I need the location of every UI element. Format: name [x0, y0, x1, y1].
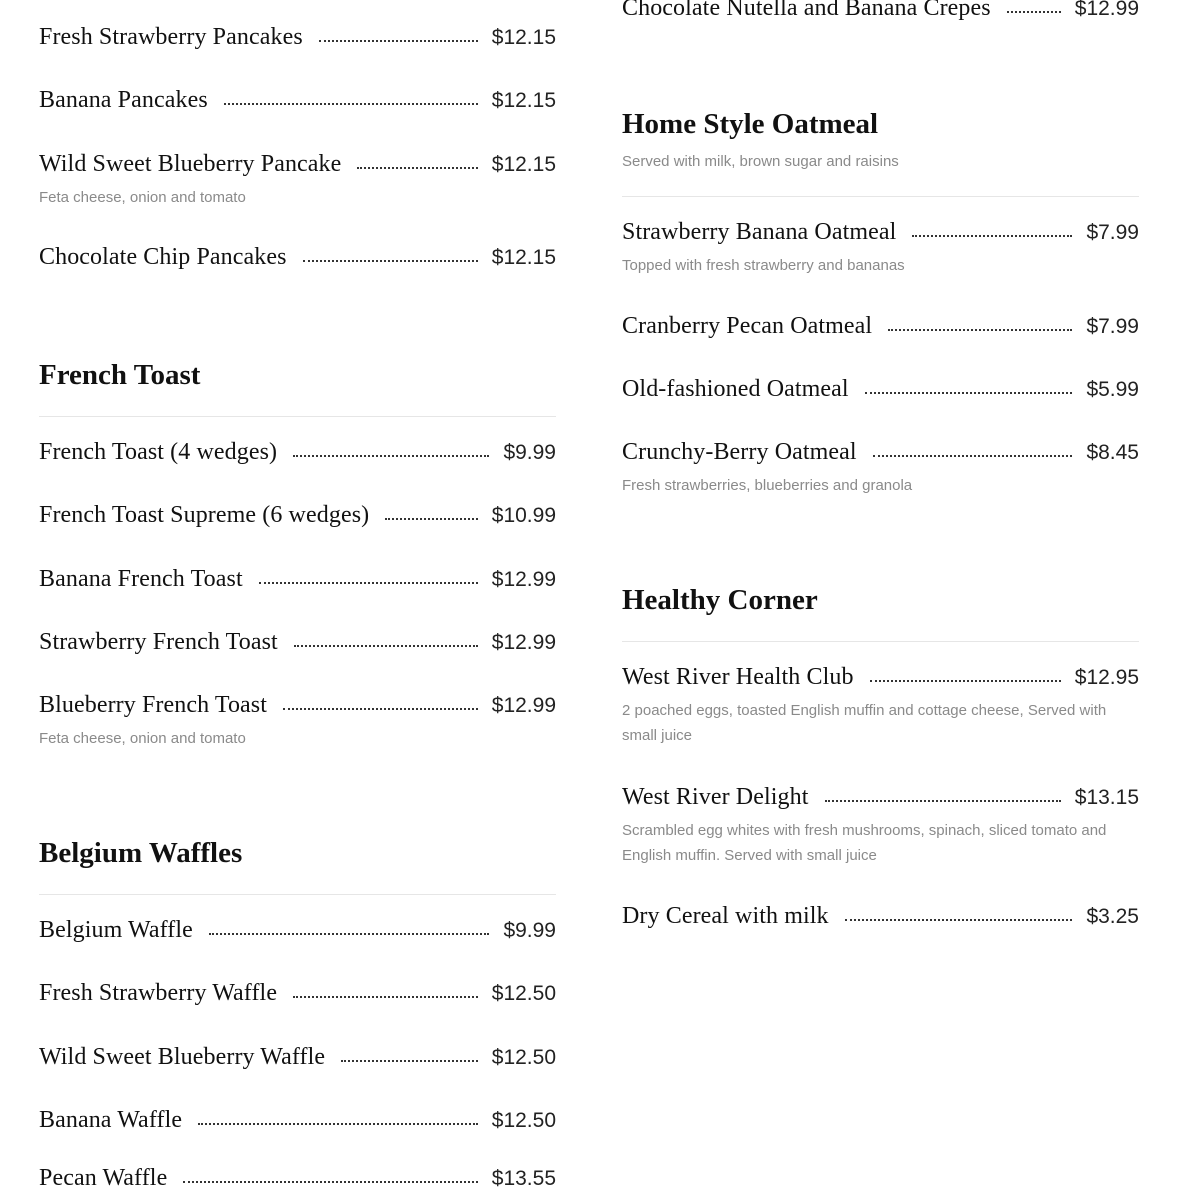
item-price: $7.99	[1086, 315, 1139, 338]
menu-item	[39, 912, 556, 948]
dot-leader	[873, 454, 1073, 457]
item-price: $13.15	[1074, 786, 1139, 809]
section-title-healthy-corner: Healthy Corner	[622, 584, 818, 616]
menu-item	[39, 624, 556, 660]
item-description: Feta cheese, onion and tomato	[39, 730, 246, 747]
dot-leader	[283, 707, 478, 710]
section-divider	[622, 196, 1139, 197]
item-price: $12.50	[491, 1109, 556, 1132]
menu-item	[39, 434, 556, 470]
item-price: $8.45	[1086, 441, 1139, 464]
dot-leader	[1007, 10, 1061, 13]
item-name: Wild Sweet Blueberry Pancake	[39, 151, 342, 177]
item-name: Fresh Strawberry Pancakes	[39, 24, 303, 50]
section-divider	[39, 894, 556, 895]
menu-item	[39, 82, 556, 118]
item-price: $12.15	[491, 89, 556, 112]
menu-item	[39, 1102, 556, 1138]
menu-item	[39, 1039, 556, 1075]
dot-leader	[912, 234, 1072, 237]
item-name: French Toast (4 wedges)	[39, 439, 278, 465]
item-price: $12.50	[491, 1046, 556, 1069]
item-name: Chocolate Nutella and Banana Crepes	[622, 0, 991, 21]
item-name: Strawberry French Toast	[39, 629, 278, 655]
menu-item	[622, 308, 1139, 344]
dot-leader	[870, 679, 1061, 682]
menu-item	[39, 19, 556, 55]
item-price: $12.95	[1074, 666, 1139, 689]
menu-item	[622, 898, 1139, 934]
menu-item	[39, 561, 556, 597]
menu-item	[622, 214, 1139, 278]
item-price: $12.99	[491, 631, 556, 654]
item-price: $12.15	[491, 153, 556, 176]
section-title-french-toast: French Toast	[39, 359, 201, 391]
item-name: Strawberry Banana Oatmeal	[622, 219, 897, 245]
menu-item	[39, 239, 556, 275]
item-price: $9.99	[503, 919, 556, 942]
section-divider	[39, 416, 556, 417]
section-title-home-style-oatmeal: Home Style Oatmeal	[622, 108, 879, 140]
menu-item	[39, 146, 556, 210]
item-price: $12.99	[491, 568, 556, 591]
item-description: Fresh strawberries, blueberries and granola	[622, 477, 913, 494]
item-name: West River Delight	[622, 784, 809, 810]
item-name: West River Health Club	[622, 664, 854, 690]
item-name: Wild Sweet Blueberry Waffle	[39, 1044, 326, 1070]
item-name: Pecan Waffle	[39, 1165, 168, 1191]
dot-leader	[293, 454, 489, 457]
item-price: $5.99	[1086, 378, 1139, 401]
item-price: $12.15	[491, 246, 556, 269]
menu-item	[622, 0, 1139, 26]
dot-leader	[259, 581, 478, 584]
item-price: $7.99	[1086, 221, 1139, 244]
item-name: French Toast Supreme (6 wedges)	[39, 502, 370, 528]
dot-leader	[888, 328, 1072, 331]
item-name: Banana Pancakes	[39, 87, 208, 113]
dot-leader	[845, 918, 1073, 921]
menu-item	[39, 1160, 556, 1196]
item-price: $13.55	[491, 1167, 556, 1190]
menu-item	[622, 659, 1139, 748]
dot-leader	[865, 391, 1073, 394]
item-name: Banana Waffle	[39, 1107, 183, 1133]
menu-item	[622, 371, 1139, 407]
item-description: Scrambled egg whites with fresh mushrooms, spinach, sliced tomato and English muffin. Served with small juice	[622, 822, 1107, 864]
dot-leader	[293, 995, 478, 998]
dot-leader	[209, 932, 490, 935]
item-name: Blueberry French Toast	[39, 692, 268, 718]
menu-item	[39, 497, 556, 533]
item-name: Old-fashioned Oatmeal	[622, 376, 849, 402]
dot-leader	[341, 1059, 478, 1062]
dot-leader	[357, 166, 477, 169]
dot-leader	[224, 102, 478, 105]
menu-item	[39, 975, 556, 1011]
item-description: Topped with fresh strawberry and bananas	[622, 257, 905, 274]
section-divider	[622, 641, 1139, 642]
item-description: Feta cheese, onion and tomato	[39, 189, 246, 206]
dot-leader	[198, 1122, 478, 1125]
item-name: Crunchy-Berry Oatmeal	[622, 439, 857, 465]
item-name: Fresh Strawberry Waffle	[39, 980, 278, 1006]
item-price: $12.50	[491, 982, 556, 1005]
section-subtitle: Served with milk, brown sugar and raisins	[622, 153, 899, 170]
dot-leader	[303, 259, 478, 262]
item-price: $9.99	[503, 441, 556, 464]
item-price: $12.99	[491, 694, 556, 717]
menu-item	[622, 434, 1139, 498]
menu-item	[39, 687, 556, 751]
item-price: $12.99	[1074, 0, 1139, 20]
dot-leader	[319, 39, 478, 42]
dot-leader	[385, 517, 478, 520]
item-price: $3.25	[1086, 905, 1139, 928]
menu-item	[622, 779, 1139, 868]
item-name: Chocolate Chip Pancakes	[39, 244, 287, 270]
section-title-belgium-waffles: Belgium Waffles	[39, 837, 243, 869]
item-name: Dry Cereal with milk	[622, 903, 829, 929]
item-name: Cranberry Pecan Oatmeal	[622, 313, 873, 339]
item-description: 2 poached eggs, toasted English muffin and cottage cheese, Served with small juice	[622, 702, 1107, 744]
item-price: $10.99	[491, 504, 556, 527]
item-name: Banana French Toast	[39, 566, 243, 592]
item-price: $12.15	[491, 26, 556, 49]
dot-leader	[183, 1180, 477, 1183]
dot-leader	[294, 644, 478, 647]
dot-leader	[825, 799, 1061, 802]
item-name: Belgium Waffle	[39, 917, 193, 943]
